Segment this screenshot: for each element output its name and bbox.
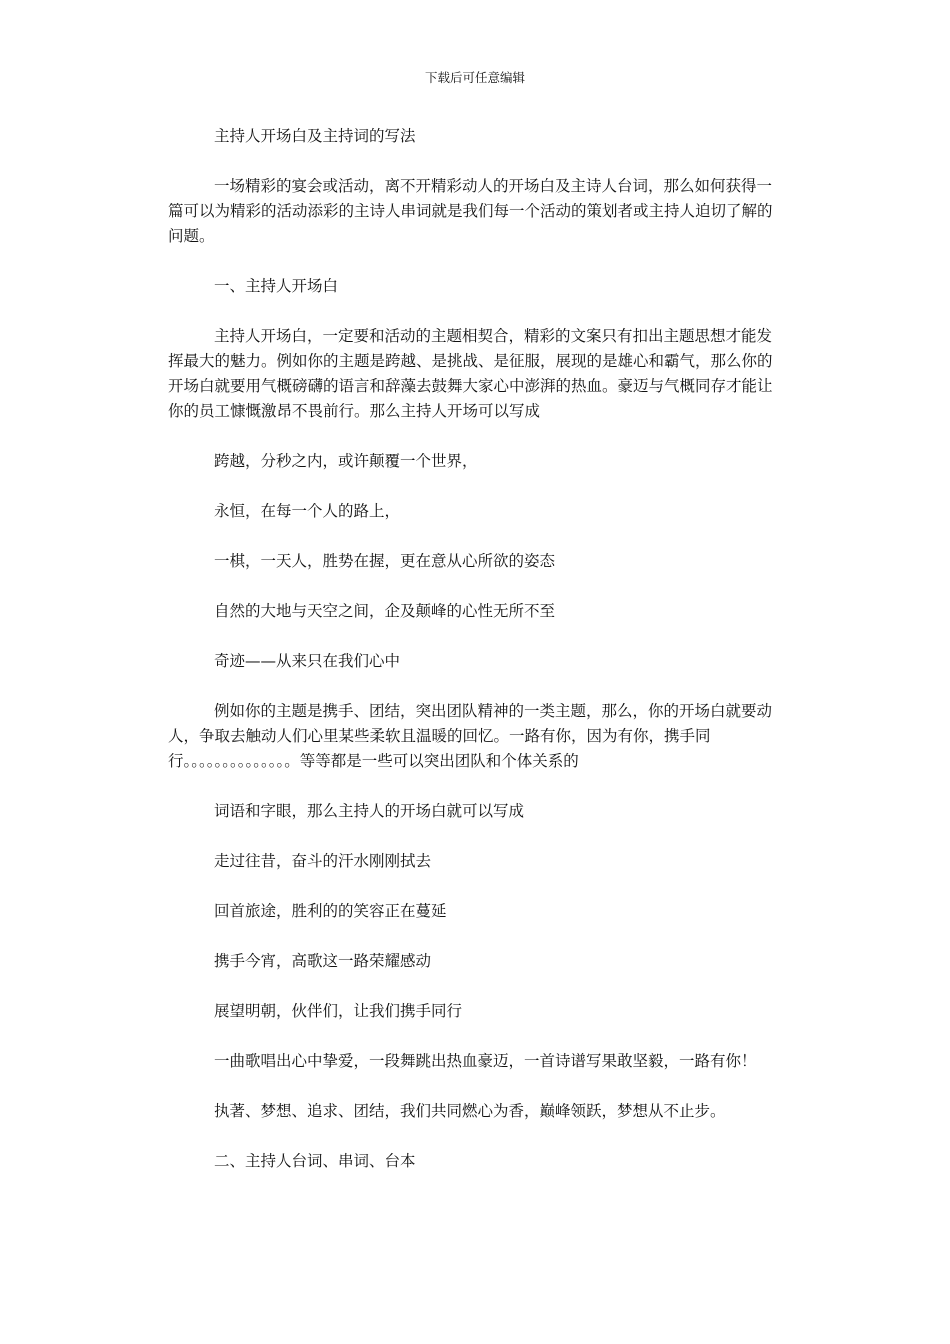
teamwork-explanation-paragraph: 例如你的主题是携手、团结，突出团队精神的一类主题，那么，你的开场白就要动人，争取去触动人们心里某些柔软且温暖的回忆。一路有你，因为有你，携手同行。。。。。。。。。。。。。。等等都是一些可以突出团队和个体关系的 xyxy=(168,702,773,770)
sample-line: 自然的大地与天空之间，企及颠峰的心性无所不至 xyxy=(214,602,556,620)
sample-line: 携手今宵，高歌这一路荣耀感动 xyxy=(214,952,432,970)
teamwork-lead-in: 词语和字眼，那么主持人的开场白就可以写成 xyxy=(214,802,525,820)
sample-paragraph: 执著、梦想、追求、团结，我们共同燃心为香，巅峰领跃，梦想从不止步。 xyxy=(214,1102,726,1120)
sample-line: 跨越，分秒之内，或许颠覆一个世界， xyxy=(214,452,478,470)
section-heading-opening: 一、主持人开场白 xyxy=(214,277,339,295)
download-editable-note: 下载后可任意编辑 xyxy=(424,70,525,85)
document-body xyxy=(168,124,780,1199)
sample-paragraph: 一曲歌唱出心中挚爱，一段舞跳出热血豪迈，一首诗谱写果敢坚毅，一路有你！ xyxy=(214,1052,757,1070)
sample-line: 走过往昔，奋斗的汗水刚刚拭去 xyxy=(214,852,432,870)
intro-paragraph: 一场精彩的宴会或活动，离不开精彩动人的开场白及主诗人台词，那么如何获得一篇可以为精彩的活动添彩的主诗人串词就是我们每一个活动的策划者或主持人迫切了解的问题。 xyxy=(168,177,773,245)
sample-line: 一棋，一天人，胜势在握，更在意从心所欲的姿态 xyxy=(214,552,556,570)
opening-explanation-paragraph: 主持人开场白，一定要和活动的主题相契合，精彩的文案只有扣出主题思想才能发挥最大的魅力。例如你的主题是跨越、是挑战、是征服，展现的是雄心和霸气，那么你的开场白就要用气概磅礴的语言和辞藻去鼓舞大家心中澎湃的热血。豪迈与气概同存才能让你的员工慷慨激昂不畏前行。那么主持人开场可以写成 xyxy=(168,327,773,420)
sample-line: 永恒，在每一个人的路上， xyxy=(214,502,401,520)
sample-line: 展望明朝，伙伴们，让我们携手同行 xyxy=(214,1002,463,1020)
document-title: 主持人开场白及主持词的写法 xyxy=(214,127,416,145)
sample-line: 回首旅途，胜利的的笑容正在蔓延 xyxy=(214,902,447,920)
sample-line: 奇迹——从来只在我们心中 xyxy=(214,652,401,670)
section-heading-hosting-lines: 二、主持人台词、串词、台本 xyxy=(214,1152,416,1170)
